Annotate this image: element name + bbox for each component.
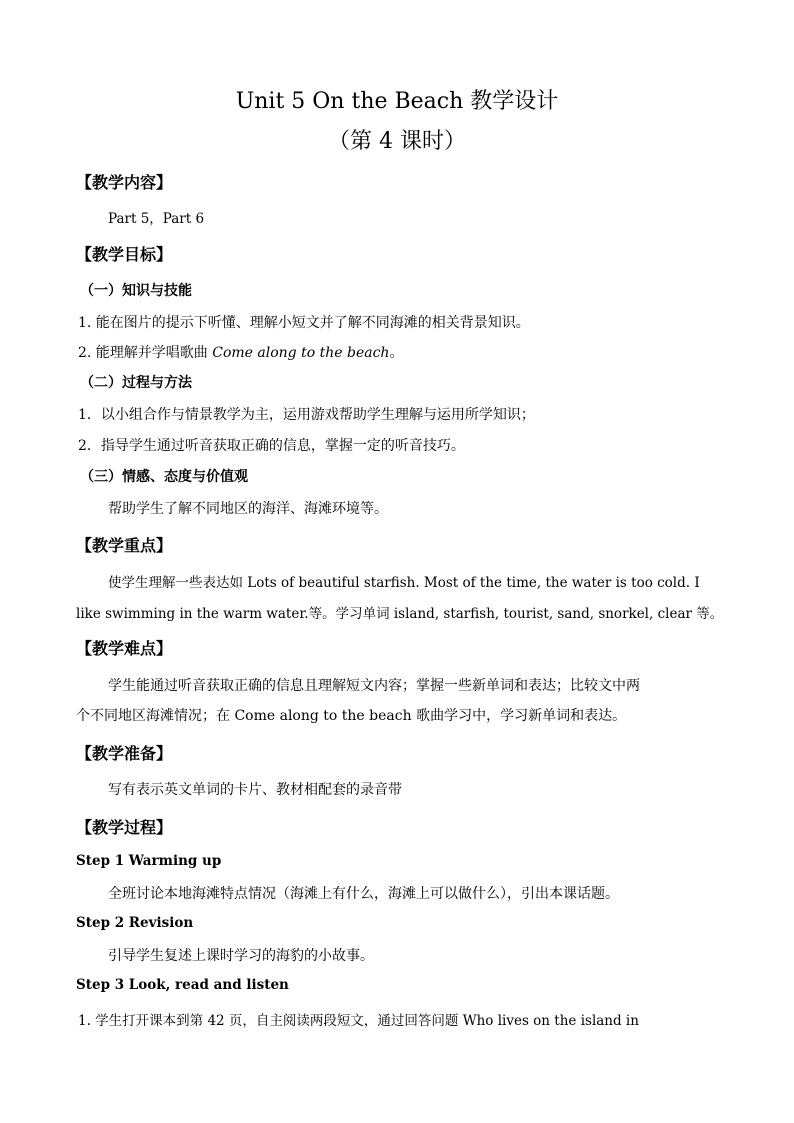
knowledge-item-2-suffix: 。 bbox=[389, 345, 404, 361]
knowledge-item-2-prefix: 2. 能理解并学唱歌曲 bbox=[78, 345, 213, 361]
step-2-text: 引导学生复述上课时学习的海豹的小故事。 bbox=[108, 948, 374, 964]
key-points-line-2: like swimming in the warm water.等。学习单词 island, starfish, tourist, sand, snorkel, clear 等。 bbox=[76, 606, 724, 622]
key-points-line-1: 使学生理解一些表达如 Lots of beautiful starfish. Most of the time, the water is too cold. I bbox=[108, 575, 700, 591]
emotion-text: 帮助学生了解不同地区的海洋、海滩环境等。 bbox=[108, 501, 388, 517]
preparation-text: 写有表示英文单词的卡片、教材相配套的录音带 bbox=[108, 782, 402, 798]
section-heading-key-points: 【教学重点】 bbox=[76, 536, 173, 555]
section-heading-content: 【教学内容】 bbox=[76, 173, 173, 192]
difficulties-line-1: 学生能通过听音获取正确的信息且理解短文内容；掌握一些新单词和表达；比较文中两 bbox=[108, 678, 640, 694]
document-subtitle: （第 4 课时） bbox=[328, 129, 466, 154]
song-title: Come along to the beach bbox=[212, 345, 390, 361]
step-3-title: Step 3 Look, read and listen bbox=[76, 977, 289, 993]
difficulties-line-2: 个不同地区海滩情况；在 Come along to the beach 歌曲学习中，学习新单词和表达。 bbox=[76, 708, 627, 724]
knowledge-item-2 bbox=[78, 342, 403, 362]
section-heading-difficulties: 【教学难点】 bbox=[76, 639, 173, 658]
knowledge-item-1: 1. 能在图片的提示下听懂、理解小短文并了解不同海滩的相关背景知识。 bbox=[78, 315, 530, 331]
subsection-heading-emotion: （三）情感、态度与价值观 bbox=[80, 469, 248, 485]
process-item-2: 2．指导学生通过听音获取正确的信息，掌握一定的听音技巧。 bbox=[78, 438, 465, 454]
step-3-item-1: 1. 学生打开课本到第 42 页，自主阅读两段短文，通过回答问题 Who lives on the island in bbox=[78, 1013, 639, 1029]
section-heading-preparation: 【教学准备】 bbox=[76, 744, 173, 763]
process-item-1: 1．以小组合作与情景教学为主，运用游戏帮助学生理解与运用所学知识； bbox=[78, 407, 535, 423]
step-1-text: 全班讨论本地海滩特点情况（海滩上有什么，海滩上可以做什么），引出本课话题。 bbox=[108, 886, 619, 902]
document-title: Unit 5 On the Beach 教学设计 bbox=[235, 89, 559, 114]
section-heading-objectives: 【教学目标】 bbox=[76, 245, 173, 264]
section-heading-procedure: 【教学过程】 bbox=[76, 818, 173, 837]
content-text: Part 5，Part 6 bbox=[108, 211, 205, 227]
subsection-heading-process: （二）过程与方法 bbox=[80, 375, 192, 391]
subsection-heading-knowledge: （一）知识与技能 bbox=[80, 283, 192, 299]
step-1-title: Step 1 Warming up bbox=[76, 853, 222, 869]
step-2-title: Step 2 Revision bbox=[76, 915, 194, 931]
